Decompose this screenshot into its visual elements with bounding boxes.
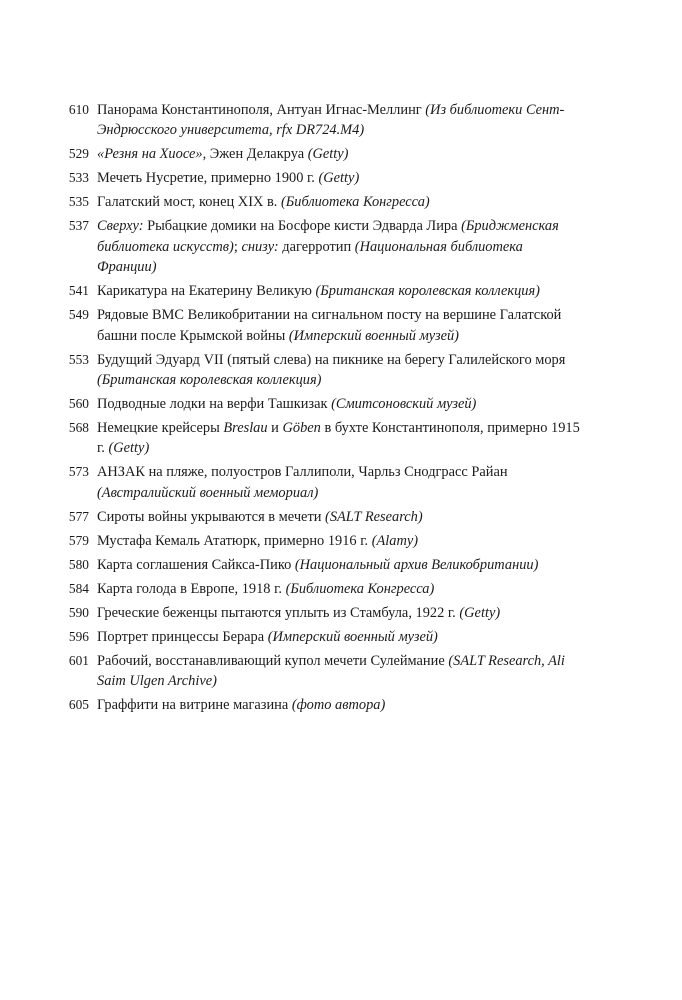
credit-source-italic: (Имперский военный музей) xyxy=(288,327,459,344)
credit-caption: Рабочий, восстанавливающий купол мечети Сулеймание xyxy=(97,652,449,669)
credit-entry xyxy=(60,305,580,346)
credit-text xyxy=(97,507,580,527)
page-number: 610 xyxy=(68,102,89,117)
credit-caption: Будущий Эдуард VII (пятый слева) на пикнике на берегу Галилейского моря xyxy=(97,351,566,368)
page-number: 579 xyxy=(68,532,89,548)
page-number: 601 xyxy=(68,652,89,668)
credit-text xyxy=(97,100,580,141)
illustration-credits-list xyxy=(60,100,580,719)
credit-source-italic: (фото автора) xyxy=(291,697,386,714)
page-number: 537 xyxy=(68,218,89,234)
credit-entry xyxy=(60,216,580,277)
credit-source-italic: (Alamy) xyxy=(371,532,419,549)
credit-text xyxy=(97,695,580,715)
page-number: 605 xyxy=(68,697,89,713)
credit-caption: дагерротип xyxy=(278,238,355,255)
credit-source-italic: (Getty) xyxy=(318,170,360,187)
credit-entry xyxy=(60,579,580,599)
credit-entry xyxy=(60,418,580,459)
credit-text xyxy=(97,394,580,414)
credit-entry xyxy=(60,531,580,551)
credit-text xyxy=(97,555,580,575)
page-number: 549 xyxy=(68,307,89,323)
credit-text xyxy=(97,462,580,503)
credit-caption: и xyxy=(267,420,283,437)
credit-caption: Немецкие крейсеры xyxy=(97,420,224,437)
page-number: 580 xyxy=(68,556,89,572)
credit-caption: Рыбацкие домики на Босфоре кисти Эдварда Лира xyxy=(143,218,462,235)
credit-entry xyxy=(60,350,580,391)
credit-text xyxy=(97,305,580,346)
credit-source-italic: (SALT Research) xyxy=(325,508,423,525)
credit-caption: Рядовые ВМС Великобритании на сигнальном посту на вершине Галатской башни после Крымской войны xyxy=(97,307,562,344)
credit-source-italic: (Британская королевская коллекция) xyxy=(315,283,540,300)
credit-source-italic: Breslau xyxy=(223,420,268,437)
credit-text xyxy=(97,579,580,599)
credit-source-italic: (SALT Research, Ali Saim Ulgen Archive) xyxy=(97,652,565,690)
page-number: 577 xyxy=(68,508,89,524)
credit-source-italic: Сверху: xyxy=(97,218,144,235)
credit-caption: Карта голода в Европе, 1918 г. xyxy=(97,580,286,597)
credit-text xyxy=(97,350,580,391)
credit-entry xyxy=(60,144,580,164)
credit-source-italic: (Бриджменская библиотека искусств) xyxy=(97,218,559,255)
credit-caption: Сироты войны укрываются в мечети xyxy=(97,508,326,525)
credit-source-italic: (Библиотека Конгресса) xyxy=(285,580,435,597)
credit-caption: Карикатура на Екатерину Великую xyxy=(97,283,316,300)
page-number: 596 xyxy=(68,628,89,644)
credit-text xyxy=(97,144,580,164)
credit-caption: ; xyxy=(233,238,242,255)
page-number: 573 xyxy=(68,464,89,480)
credit-caption: Подводные лодки на верфи Ташкизак xyxy=(97,396,332,413)
credit-entry xyxy=(60,627,580,647)
credit-source-italic: (Смитсоновский музей) xyxy=(331,396,477,413)
credit-source-italic: (Национальный архив Великобритании) xyxy=(294,556,539,573)
credit-entry xyxy=(60,651,580,692)
page-number: 560 xyxy=(68,396,89,412)
credit-text xyxy=(97,192,580,212)
credit-entry xyxy=(60,507,580,527)
credit-caption: АНЗАК на пляже, полуостров Галлиполи, Чарльз Снодграсс Райан xyxy=(97,464,508,481)
credit-text xyxy=(97,418,580,459)
page-number: 541 xyxy=(68,283,89,299)
credit-text xyxy=(97,281,580,301)
credit-source-italic: (Getty) xyxy=(108,440,150,457)
credit-text xyxy=(97,531,580,551)
credit-text xyxy=(97,216,580,277)
page-number: 568 xyxy=(68,420,89,436)
credit-caption: Мечеть Нусретие, примерно 1900 г. xyxy=(97,170,319,187)
credit-text xyxy=(97,603,580,623)
credit-entry xyxy=(60,695,580,715)
page-number: 553 xyxy=(68,351,89,367)
page-number: 535 xyxy=(68,194,89,210)
credit-source-italic: (Из библиотеки Сент-Эндрюсского университета, rfx DR724.M4) xyxy=(97,102,565,139)
credit-text xyxy=(97,627,580,647)
page-number: 529 xyxy=(68,146,89,162)
page-number: 590 xyxy=(68,604,89,620)
page-number: 584 xyxy=(68,580,89,596)
credit-entry xyxy=(60,462,580,503)
credit-caption: , Эжен Делакруа xyxy=(202,146,308,163)
credit-caption: в бухте Константинополя, примерно 1915 г. xyxy=(97,420,580,457)
credit-caption: Панорама Константинополя, Антуан Игнас-Меллинг xyxy=(97,102,426,118)
credit-source-italic: (Австралийский военный мемориал) xyxy=(97,484,319,501)
credit-source-italic: (Getty) xyxy=(307,146,349,163)
page-number: 533 xyxy=(68,170,89,186)
credit-entry xyxy=(60,394,580,414)
credit-source-italic: (Библиотека Конгресса) xyxy=(280,194,430,211)
credit-entry xyxy=(60,168,580,188)
credit-caption: Карта соглашения Сайкса-Пико xyxy=(97,556,295,573)
credit-source-italic: снизу: xyxy=(241,238,279,255)
credit-entry xyxy=(60,555,580,575)
credit-source-italic: «Резня на Хиосе» xyxy=(97,146,203,163)
credit-source-italic: (Getty) xyxy=(459,604,501,621)
credit-text xyxy=(97,168,580,188)
credit-source-italic: Göben xyxy=(282,420,321,437)
credit-caption: Портрет принцессы Берара xyxy=(97,628,268,645)
credit-text xyxy=(97,651,580,692)
credit-caption: Греческие беженцы пытаются уплыть из Стамбула, 1922 г. xyxy=(97,604,460,621)
credit-entry xyxy=(60,192,580,212)
credit-entry xyxy=(60,281,580,301)
credit-source-italic: (Национальная библиотека Франции) xyxy=(97,238,523,276)
credit-entry xyxy=(60,603,580,623)
credit-source-italic: (Британская королевская коллекция) xyxy=(97,372,322,389)
credit-caption: Галатский мост, конец XIX в. xyxy=(97,194,281,211)
credit-caption: Граффити на витрине магазина xyxy=(97,697,292,714)
credit-entry xyxy=(60,100,580,141)
credit-source-italic: (Имперский военный музей) xyxy=(267,628,438,645)
credit-caption: Мустафа Кемаль Ататюрк, примерно 1916 г. xyxy=(97,532,372,549)
